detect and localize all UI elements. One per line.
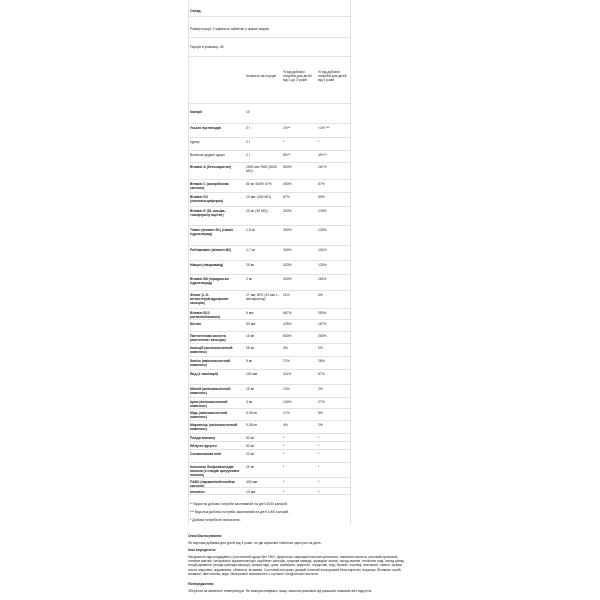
nutrient-name: Вітамін С (аскорбінова кислота) <box>190 182 229 191</box>
nutrient-dv-4: <1% *** <box>318 126 330 130</box>
nutrient-name: Залізо (амінокислотний комплекс) <box>190 359 230 368</box>
nutrient-dv-1-3: 300% <box>283 228 292 232</box>
nutrient-amount: 20 мг <box>246 465 255 469</box>
nutrient-name: Вітамін А (бета-каротин) <box>190 165 232 169</box>
nutrient-amount: 100 мкг <box>246 372 258 376</box>
divider <box>188 56 350 57</box>
nutrient-name: Вітамін В6 (піридоксин гідрохлорид) <box>190 277 229 286</box>
row-divider <box>188 162 350 163</box>
nutrient-dv-4: 131% <box>318 248 327 252</box>
nutrient-amount: 2 г <box>246 140 251 144</box>
nutrient-name: Вітамін D3 (холекальциферол) <box>190 195 224 204</box>
nutrient-dv-4: 50% <box>318 195 325 199</box>
row-divider <box>188 494 350 495</box>
nutrient-name: Комплекс біофлавоноїдів лимона (з плодів цитрусових лимона) <box>190 465 240 478</box>
nutrient-name: Марганець (амінокислотний комплекс) <box>190 423 238 432</box>
nutrient-dv-4: 4%*** <box>318 153 327 157</box>
nutrient-dv-1-3: 71% <box>283 359 290 363</box>
serving-size: Розмір порції: 2 жувальні таблетки у формі тварин <box>190 27 270 31</box>
row-divider <box>188 179 350 180</box>
nutrient-dv-1-3: 4% <box>283 423 288 427</box>
nutrient-dv-1-3: 11% <box>283 293 290 297</box>
nutrient-dv-1-3: * <box>283 480 285 484</box>
nutrient-amount: 20 мг <box>246 452 255 456</box>
nutrient-dv-1-3: 67% <box>283 195 290 199</box>
nutrient-dv-1-3: 667% <box>283 311 292 315</box>
nutrient-amount: 17 мкг DFE (10 мкг L-метафоліну) <box>246 293 280 302</box>
row-divider <box>188 462 350 463</box>
nutrient-dv-4: 67% <box>318 372 325 376</box>
nutrient-name: Вітамін Е (DL-альфа-токоферилу ацетат) <box>190 209 226 218</box>
nutrient-name: ПАБК (параамінобензойна кислота) <box>190 480 235 489</box>
nutrient-dv-4: * <box>318 465 320 469</box>
row-divider <box>188 123 350 124</box>
divider <box>188 37 350 38</box>
nutrient-dv-4: 2% <box>318 423 323 427</box>
nutrient-dv-4: 6% <box>318 411 323 415</box>
nutrient-dv-4: 28% <box>318 359 325 363</box>
nutrient-amount: 1500 мкг RAE (5000 МО) <box>246 165 278 174</box>
nutrient-amount: 400 мкг <box>246 480 258 484</box>
nutrient-amount: 60 мг 400% 67% <box>246 182 272 186</box>
row-divider <box>188 343 350 344</box>
nutrient-dv-1-3: 340% <box>283 248 292 252</box>
nutrient-name: Соняшникова олія <box>190 452 222 456</box>
column-header-dv-1-3: % від добової потреби для дітей від 1 до 3 років <box>283 70 312 83</box>
nutrient-dv-1-3: * <box>283 436 285 440</box>
row-divider <box>188 225 350 226</box>
nutrient-amount: 50 мг <box>246 444 255 448</box>
nutrient-amount: 3 мг <box>246 400 253 404</box>
nutrient-dv-4: * <box>318 480 320 484</box>
row-divider <box>188 192 350 193</box>
nutrient-dv-1-3: 8%** <box>283 153 291 157</box>
nutrient-dv-4: 200% <box>318 334 327 338</box>
row-divider <box>188 369 350 370</box>
footnote-2000: ** Відсоток добової потреби заснований на дієті 2000 калорій. <box>190 502 288 506</box>
row-divider <box>188 433 350 434</box>
nutrient-amount: 1,7 мг <box>246 248 256 252</box>
nutrient-name: Рибофлавін (вітамін В2) <box>190 248 232 252</box>
nutrient-dv-1-3: 500% <box>283 334 292 338</box>
nutrient-dv-4: 2% <box>318 387 323 391</box>
nutrient-dv-4: * <box>318 436 320 440</box>
row-divider <box>188 331 350 332</box>
nutrient-dv-4: 125% <box>318 263 327 267</box>
row-divider <box>188 441 350 442</box>
row-divider <box>188 319 350 320</box>
nutrient-name: Магній (амінокислотний комплекс) <box>190 387 231 396</box>
footnote-not-established: * Добова потреба не визначена. <box>190 518 241 522</box>
nutrient-name: Калорії <box>190 110 203 114</box>
nutrient-dv-1-3: 100% <box>283 400 292 404</box>
nutrient-amount: 10 мкг (400 МО) <box>246 195 272 199</box>
nutrient-name: Тіамін (вітамін В1) (тіамін гідрохлорид) <box>190 228 234 237</box>
nutrient-dv-1-3: 400% <box>283 182 292 186</box>
nutrient-name: Фолат (L-5-метилтетрагідрофолат кальцію) <box>190 293 229 306</box>
nutrient-amount: 10 мкг <box>246 490 256 494</box>
nutrient-dv-4: 27% <box>318 400 325 404</box>
row-divider <box>188 245 350 246</box>
row-divider <box>188 137 350 138</box>
row-divider <box>188 397 350 398</box>
column-header-amount: Кількість на порцію <box>246 74 277 78</box>
row-divider <box>188 487 350 488</box>
row-divider <box>188 290 350 291</box>
nutrient-dv-1-3: 3% <box>283 346 288 350</box>
nutrient-amount: 20 мг <box>246 263 255 267</box>
nutrient-name: Ніацин (ніацинамід) <box>190 263 224 267</box>
row-divider <box>188 384 350 385</box>
nutrient-name: Цукор <box>190 140 200 144</box>
divider <box>188 16 350 17</box>
row-divider <box>188 408 350 409</box>
row-divider <box>188 206 350 207</box>
nutrient-amount: 6 мкг <box>246 311 254 315</box>
nutrient-amount: 2 г <box>246 153 251 157</box>
nutrient-dv-4: * <box>318 444 320 448</box>
nutrient-dv-1-3: * <box>283 444 285 448</box>
column-header-dv-4: % від добової потреби для дітей від 4 років <box>318 70 347 83</box>
nutrient-dv-4: * <box>318 452 320 456</box>
nutrient-name: Включає додані цукри <box>190 153 225 157</box>
row-divider <box>188 356 350 357</box>
description-title: Опис/Застосування: <box>188 534 223 538</box>
nutrient-name: Вітамін В12 (метилкобаламін) <box>190 311 220 320</box>
nutrient-dv-4: 133% <box>318 209 327 213</box>
divider <box>188 103 350 104</box>
nutrient-name: Плоди ананасу <box>190 436 216 440</box>
row-divider <box>188 420 350 421</box>
nutrient-dv-1-3: 400% <box>283 277 292 281</box>
ingredients-title: Інші інгредієнти: <box>188 548 216 552</box>
nutrient-amount: 0,05 мг <box>246 411 258 415</box>
nutrient-dv-4: 118% <box>318 277 327 281</box>
nutrient-dv-4: 250% <box>318 311 327 315</box>
nutrient-dv-1-3: 111% <box>283 372 292 376</box>
servings-per-container: Порцій в упаковці: 45 <box>190 45 224 49</box>
nutrient-dv-1-3: 333% <box>283 209 292 213</box>
nutrient-dv-1-3: * <box>283 465 285 469</box>
nutrient-dv-4: 4% <box>318 293 323 297</box>
nutrient-dv-4: 167% <box>318 322 327 326</box>
nutrient-name: Усього вуглеводів <box>190 126 221 130</box>
row-divider <box>188 274 350 275</box>
warning-title: Попередження: <box>188 582 214 586</box>
nutrient-amount: 50 мг <box>246 436 255 440</box>
row-divider <box>188 150 350 151</box>
composition-label: Склад: <box>190 9 202 13</box>
row-divider <box>188 477 350 478</box>
row-divider <box>188 449 350 450</box>
nutrient-dv-1-3: 1%** <box>283 126 291 130</box>
nutrient-name: Інозитол <box>190 490 205 494</box>
nutrient-dv-4: 2% <box>318 346 323 350</box>
nutrient-amount: 30 мкг <box>246 322 256 326</box>
nutrient-name: Мідь (амінокислотний комплекс) <box>190 411 228 420</box>
nutrient-amount: 20 мг (30 МО) <box>246 209 268 213</box>
nutrient-dv-1-3: * <box>283 490 285 494</box>
warning-text: Зберігати за кімнатної температури. Не використовувати, якщо захисна упаковка під кришкою зламана або відсутня. <box>188 589 373 593</box>
nutrient-dv-4: * <box>318 490 320 494</box>
nutrient-dv-1-3: 17% <box>283 411 290 415</box>
nutrient-name: Йод (з ламінарії) <box>190 372 218 376</box>
nutrient-dv-1-3: 500% <box>283 165 292 169</box>
nutrient-name: Цинк (амінокислотний комплекс) <box>190 400 228 409</box>
nutrient-amount: 10 <box>246 110 250 114</box>
nutrient-dv-4: 167% <box>318 165 327 169</box>
nutrient-name: Кальцій (амінокислотний комплекс) <box>190 346 233 355</box>
ingredients-text: Натуральні підсолоджувачі (тростинний цукор без ГМО, фруктоза), мікрокристалічна целюлоза, лимонна кислота, рисовий крохмаль, стеарат магнію, натуральні ароматизатори, карбонат кальцію, гуарова камедь, фумарат заліза, оксид магнію, глюконат міді, оксид цинку, плоди дикмеля (плоди гранада кашиці), цитрат міді, цинк, шипшина, ацероли, плоди ківі, ягід, бузини, чорниці, апельсин, лимон, шкірки листя спіруліни, журавлини, обліпихи, вітамінів, Сосновий екстракт, деякий їстівний кольоровий бета-каротин, морська. Вітаміни: калій, вітаміни, пантотенат, мідь. Мінеральні компоненти з огульної гіалуронової кислоти. <box>188 555 405 576</box>
nutrient-amount: 0,05 мг <box>246 423 258 427</box>
footnote-1000: *** Відсоток добової потреби заснований на дієті 1000 калорій. <box>190 510 290 514</box>
row-divider <box>188 260 350 261</box>
nutrient-dv-1-3: 13% <box>283 387 290 391</box>
description-text: Як харчова добавка для дітей від 4 років, по дві жувальні таблетки один раз на день. <box>188 541 322 545</box>
nutrient-amount: 10 мг <box>246 387 255 391</box>
nutrient-dv-4: 67% <box>318 182 325 186</box>
nutrient-dv-4: 125% <box>318 228 327 232</box>
nutrient-amount: 2 мг <box>246 277 253 281</box>
nutrient-dv-1-3: 425% <box>283 322 292 326</box>
nutrient-amount: 1,5 мг <box>246 228 256 232</box>
nutrient-name: Біотин <box>190 322 202 326</box>
nutrient-dv-1-3: 333% <box>283 263 292 267</box>
nutrient-dv-1-3: * <box>283 140 285 144</box>
nutrient-amount: 25 мг <box>246 346 255 350</box>
nutrient-dv-4: * <box>318 140 320 144</box>
nutrient-amount: 5 мг <box>246 359 253 363</box>
nutrient-name: Пантотенова кислота (пантотенат кальцію) <box>190 334 226 343</box>
nutrient-amount: 10 мг <box>246 334 255 338</box>
nutrient-dv-1-3: * <box>283 452 285 456</box>
nutrient-amount: 2 г <box>246 126 251 130</box>
row-divider <box>188 308 350 309</box>
nutrient-name: Яблучні фрукти <box>190 444 217 448</box>
